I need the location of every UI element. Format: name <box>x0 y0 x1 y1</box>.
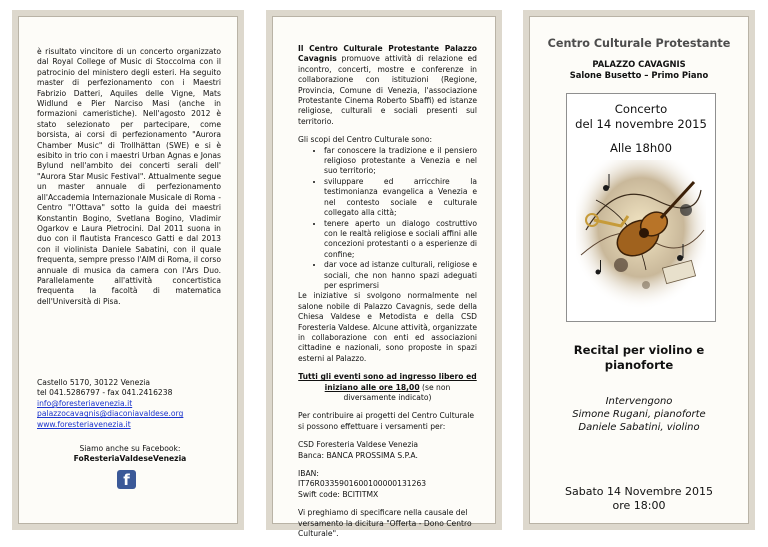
email-cavagnis-link[interactable]: palazzocavagnis@diaconiavaldese.org <box>37 409 184 419</box>
bank-details <box>298 440 477 461</box>
event-date <box>530 485 748 513</box>
concert-line1: Concerto <box>614 102 668 116</box>
aims-heading: Gli scopi del Centro Culturale sono: <box>298 135 433 145</box>
facebook-icon[interactable]: f <box>117 470 136 489</box>
facebook-note <box>37 444 223 465</box>
middle-content <box>298 44 477 547</box>
panel-left <box>12 10 244 530</box>
recital-line1: Recital per violino e <box>573 343 705 357</box>
iban-details <box>298 469 477 500</box>
free-entry-note <box>298 372 477 403</box>
panel-middle <box>266 10 502 539</box>
performer-violinist: Daniele Sabatini, violino <box>578 422 700 433</box>
free-entry-rest: (se non diversamente indicato) <box>343 382 451 402</box>
swift-code: Swift code: BCITITMX <box>298 489 379 499</box>
venue-name: PALAZZO CAVAGNIS <box>592 59 686 69</box>
aim-item: • sviluppare ed arricchire la testimonianza evangelica a Venezia e nel contesto sociale e culturale collegato alla città; <box>324 177 477 219</box>
recital-title <box>530 343 748 373</box>
payee: CSD Foresteria Valdese Venezia <box>298 440 419 450</box>
concert-line2: del 14 novembre 2015 <box>575 117 707 131</box>
concert-box <box>566 93 716 322</box>
performer-pianist: Simone Rugani, pianoforte <box>572 409 706 420</box>
org-title: Centro Culturale Protestante <box>547 37 731 50</box>
intro-paragraph <box>298 44 477 127</box>
facebook-text: Siamo anche su Facebook: <box>79 444 181 454</box>
performers <box>530 395 748 434</box>
phone-fax: tel 041.5286797 - fax 041.2416238 <box>37 388 173 398</box>
performers-heading: Intervengono <box>605 396 673 407</box>
panel-right-inner <box>529 16 749 524</box>
music-collage-image <box>576 160 706 310</box>
aim-item: • dar voce ad istanze culturali, religiose e sociali, che non hanno spazi adeguati per esprimersi <box>324 260 477 291</box>
bio-text: è risultato vincitore di un concerto organizzato dal Royal College of Music di Stoccolma con il patrocinio del ministero degli esteri. Ha seguito master di perfezionamento con i Maestri Fabrizio Datteri, Aquiles delle Vigne, Mats Widlund e Pier Narciso Masi (anche in formazioni cameristiche). Nell'agosto 2012 è stato selezionato per partecipare, come borsista, ai corsi di perfezionamento "Aurora Chamber Music" di Trollhättan (SWE) e si è esibito in trio con i maestri Urban Agnas e Jonas Bylund nell'ambito dei concerti serali dell' "Aurora Star Music Festival". Attualmente segue un master annuale di perfezionamento all'Accademia Internazionale Musicale di Roma - Centro "l'Ottava" sotto la guida dei maestri Konstantin Bogino, Svetlana Bogino, Vladimir Ogarkov e Laura Pietrocini. Dal 2011 suona in duo con il flautista Francesco Gatti e dal 2013 con il violinista Daniele Sabatini, con il quale frequenta, sempre presso l'AIM di Roma, il corso annuale di musica da camera con l'Ars Duo. Parallelamente all'attività concertistica frequenta la facoltà di matematica dell'Università di Pisa. <box>37 47 221 306</box>
recital-line2: pianoforte <box>604 358 674 372</box>
address: Castello 5170, 30122 Venezia <box>37 378 151 387</box>
concert-time: Alle 18h00 <box>609 141 673 155</box>
causale-note: Vi preghiamo di specificare nella causale del versamento la dicitura "Offerta - Dono Centro Culturale". <box>298 508 472 539</box>
iban-value: IT76R0335901600100000131263 <box>298 479 427 489</box>
intro-bold: Il Centro Culturale Protestante Palazzo Cavagnis <box>298 44 477 64</box>
iban-label: IBAN: <box>298 469 319 479</box>
venue-room: Salone Busetto – Primo Piano <box>569 70 709 80</box>
donation-text: Per contribuire ai progetti del Centro Culturale si possono effettuare i versamenti per: <box>298 411 475 431</box>
intro-rest: promuove attività di relazione ed incontro, concerti, mostre e conferenze in collaborazione con istituzioni (Regione, Provincia, Comune di Venezia, l'associazione Protestante Cinema Roberto Sbaffi) ed istanze religiose, culturali e sociali presenti sul territorio. <box>298 54 477 126</box>
event-date-line1: Sabato 14 Novembre 2015 <box>565 485 713 498</box>
aims-list <box>298 146 477 292</box>
panel-right <box>523 10 755 530</box>
event-date-line2: ore 18:00 <box>612 499 666 512</box>
facebook-page: FoResteriaValdeseVenezia <box>73 454 187 464</box>
initiatives-paragraph: Le iniziative si svolgono normalmente nel salone nobile di Palazzo Cavagnis, sede della Chiesa Valdese e Metodista e della CSD Foresteria Valdese. Alcune attività, organizzate in collaborazione con enti ed associazioni cittadine e nazionali, sono proposte in spazi esterni al Palazzo. <box>298 291 477 363</box>
venue <box>530 59 748 81</box>
website-link[interactable]: www.foresteriavenezia.it <box>37 419 131 429</box>
email-info-link[interactable]: info@foresteriavenezia.it <box>37 398 133 408</box>
aim-item: • far conoscere la tradizione e il pensiero religioso protestante a Venezia e nel suo territorio; <box>324 146 477 177</box>
panel-left-inner <box>18 16 238 524</box>
free-entry-bold: Tutti gli eventi sono ad ingresso libero ed iniziano alle ore 18,00 <box>298 372 477 392</box>
panel-middle-inner <box>272 16 496 539</box>
bank-name: Banca: BANCA PROSSIMA S.P.A. <box>298 450 418 460</box>
concert-title <box>567 102 715 132</box>
aim-item: • tenere aperto un dialogo costruttivo con le realtà religiose e sociali affini alle concezioni protestanti o a esperienze di confine; <box>324 219 477 261</box>
contact-block <box>37 378 223 465</box>
